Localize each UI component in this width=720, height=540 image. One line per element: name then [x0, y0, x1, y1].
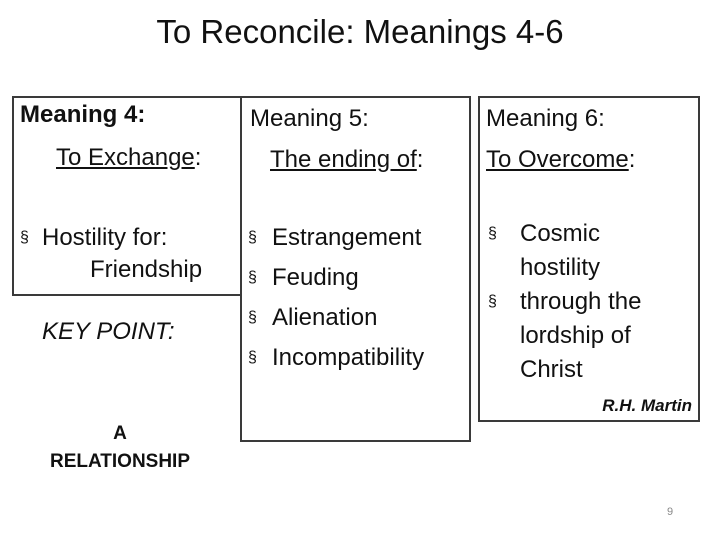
meaning-6-subtitle-text: To Overcome: [486, 146, 629, 173]
bullet-marker: §: [488, 293, 497, 310]
bullet-marker: §: [248, 229, 257, 246]
meaning-5-subtitle: [270, 145, 423, 175]
relationship-line-2: RELATIONSHIP: [49, 451, 191, 472]
list-item-text: Cosmic hostility: [520, 220, 601, 281]
meaning-4-bullet-continuation: Friendship: [90, 256, 203, 283]
meaning-6-list: [488, 217, 684, 387]
list-item-text: through the lordship of Christ: [520, 288, 642, 383]
list-item-text: Incompatibility: [272, 344, 425, 371]
meaning-6-subtitle: [486, 145, 635, 175]
bullet-marker: §: [20, 229, 29, 246]
attribution: R.H. Martin: [602, 396, 692, 415]
relationship-note: [20, 420, 220, 476]
key-point-label: KEY POINT:: [42, 318, 175, 345]
meaning-5-heading: Meaning 5:: [250, 105, 369, 132]
page-number: 9: [666, 506, 674, 518]
list-item: [248, 338, 424, 378]
meaning-5-subtitle-text: The ending of: [270, 146, 417, 173]
bullet-marker: §: [248, 269, 257, 286]
list-item-text: Alienation: [272, 304, 378, 331]
bullet-marker: §: [488, 225, 497, 242]
meaning-5-list: [248, 218, 424, 378]
meaning-5-subtitle-colon: :: [416, 146, 424, 173]
list-item: [248, 258, 424, 298]
list-item: [488, 285, 684, 387]
meaning-4-bullet-text: Hostility for:: [42, 224, 168, 251]
list-item: [248, 298, 424, 338]
bullet-marker: §: [248, 349, 257, 366]
relationship-line-1: A: [113, 423, 127, 444]
list-item: [248, 218, 424, 258]
meaning-4-subtitle-colon: :: [194, 144, 202, 171]
bullet-marker: §: [248, 309, 257, 326]
meaning-6-subtitle-colon: :: [628, 146, 636, 173]
list-item-text: Feuding: [272, 264, 359, 291]
meaning-6-heading: Meaning 6:: [486, 105, 605, 132]
meaning-4-subtitle-text: To Exchange: [56, 144, 195, 171]
meaning-4-subtitle: [56, 143, 201, 173]
list-item: [488, 217, 684, 285]
slide-title: To Reconcile: Meanings 4-6: [156, 13, 564, 50]
list-item-text: Estrangement: [272, 224, 422, 251]
meaning-4-heading: Meaning 4:: [20, 101, 146, 128]
